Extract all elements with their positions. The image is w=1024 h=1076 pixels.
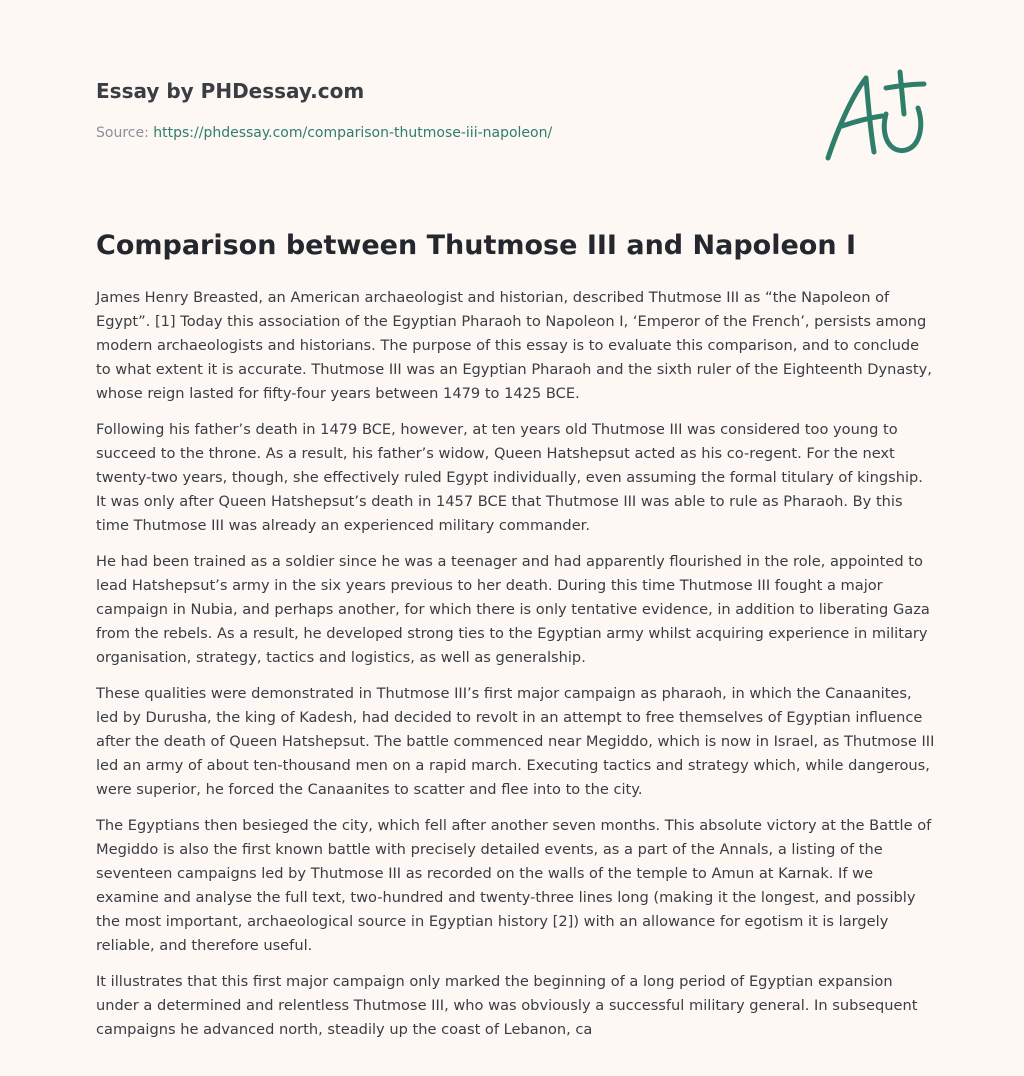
site-brand: Essay by PHDessay.com — [96, 79, 365, 103]
essay-paragraph: Following his father’s death in 1479 BCE, however, at ten years old Thutmose III was considered too young to succeed to the throne. As a result, his father’s widow, Queen Hatshepsut acted as his co-regent. For the next twenty-two years, though, she effectively ruled Egypt individually, even assuming the formal titulary of kingship. It was only after Queen Hatshepsut’s death in 1457 BCE that Thutmose III was able to rule as Pharaoh. By this time Thutmose III was already an experienced military commander. — [96, 421, 923, 534]
a-plus-logo-icon — [820, 66, 930, 166]
essay-paragraph: It illustrates that this first major campaign only marked the beginning of a long period of Egyptian expansion under a determined and relentless Thutmose III, who was obviously a successful military general. In subsequent campaigns he advanced north, steadily up the coast of Lebanon, ca — [96, 973, 918, 1038]
essay-title: Comparison between Thutmose III and Napoleon I — [96, 230, 857, 261]
essay-paragraph: He had been trained as a soldier since he was a teenager and had apparently flourished in the role, appointed to lead Hatshepsut’s army in the six years previous to her death. During this time Thutmose III fought a major campaign in Nubia, and perhaps another, for which there is only tentative evidence, in addition to liberating Gaza from the rebels. As a result, he developed strong ties to the Egyptian army whilst acquiring experience in military organisation, strategy, tactics and logistics, as well as generalship. — [96, 553, 930, 666]
source-link[interactable]: https://phdessay.com/comparison-thutmose-iii-napoleon/ — [153, 125, 553, 141]
source-line — [96, 123, 796, 143]
essay-paragraph: The Egyptians then besieged the city, which fell after another seven months. This absolute victory at the Battle of Megiddo is also the first known battle with precisely detailed events, as a part of the Annals, a listing of the seventeen campaigns led by Thutmose III as recorded on the walls of the temple to Amun at Karnak. If we examine and analyse the full text, two-hundred and twenty-three lines long (making it the longest, and possibly the most important, archaeological source in Egyptian history [2]) with an allowance for egotism it is largely reliable, and therefore useful. — [96, 817, 932, 954]
essay-header — [96, 76, 796, 143]
essay-body — [96, 286, 936, 1054]
source-label: Source: — [96, 125, 149, 141]
essay-paragraph: James Henry Breasted, an American archaeologist and historian, described Thutmose III as “the Napoleon of Egypt”. [1] Today this association of the Egyptian Pharaoh to Napoleon I, ‘Emperor of the French’, persists among modern archaeologists and historians. The purpose of this essay is to evaluate this comparison, and to conclude to what extent it is accurate. Thutmose III was an Egyptian Pharaoh and the sixth ruler of the Eighteenth Dynasty, whose reign lasted for fifty-four years between 1479 to 1425 BCE. — [96, 289, 932, 402]
essay-paragraph: These qualities were demonstrated in Thutmose III’s first major campaign as pharaoh, in which the Canaanites, led by Durusha, the king of Kadesh, had decided to revolt in an attempt to free themselves of Egyptian influence after the death of Queen Hatshepsut. The battle commenced near Megiddo, which is now in Israel, as Thutmose III led an army of about ten-thousand men on a rapid march. Executing tactics and strategy which, while dangerous, were superior, he forced the Canaanites to scatter and flee into to the city. — [96, 685, 935, 798]
